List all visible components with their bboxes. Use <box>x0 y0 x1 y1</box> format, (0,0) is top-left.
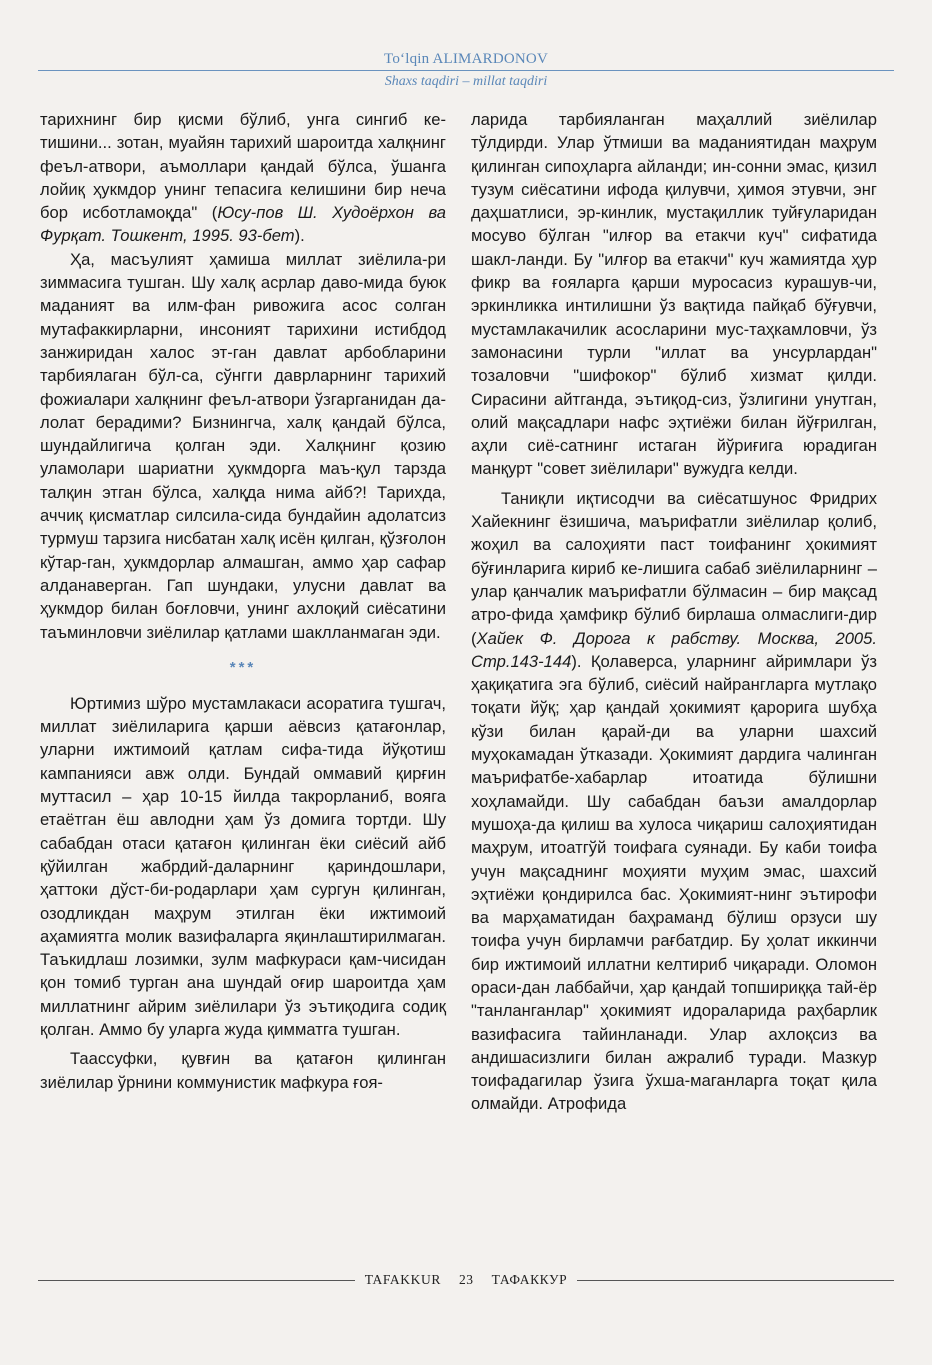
right-text-column <box>471 108 877 1116</box>
citation: Юсу-пов Ш. Худоёрхон ва Фурқат. Тошкент, 1995. 93-бет <box>40 203 446 246</box>
left-text-column <box>40 108 446 1094</box>
paragraph-text: тарихнинг бир қисми бўлиб, унга сингиб ке-тишини... зотан, муайян тарихий шароитда халқнинг феъл-атвори, аъмоллари қандай бўлса, ўшанга лойиқ ҳукмдор унинг тепасига келишини бир неча бор исботламоқда" ( <box>40 110 446 223</box>
paragraph-text: Таниқли иқтисодчи ва сиёсатшунос Фридрих Хайекнинг ёзишича, маърифатли зиёлилар қолиб, жоҳил ва салоҳияти паст тоифанинг ҳокимият бўғинларига кириб ке-лишига сабаб зиёлиларнинг – улар қанчалик маърифатли бўлмасин – бир мақсад атро-фида ҳамфикр бўлиб бирлаша олмаслиги-дир ( <box>471 488 877 648</box>
journal-name-latin: TAFAKKUR <box>364 1272 441 1287</box>
paragraph-text: ). <box>294 226 305 246</box>
footer-rule-right <box>577 1280 894 1281</box>
citation: Хайек Ф. Дорога к рабству. Москва, 2005. Стр.143-144 <box>471 628 877 671</box>
footer-rule-left <box>38 1280 355 1281</box>
paragraph-text: ). Қолаверса, уларнинг айримлари ўз ҳақиқатига эга бўлиб, сиёсий найрангларга мутлақо тоқати йўқ; ҳар қандай ҳокимият қарорига шубҳа кўзи билан қарай-ди ва уларни шахсий муҳокамадан ўтказади. Ҳокимият дардига чалинган маърифатбе-хабарлар итоатида бўлишни хоҳламайди. Шу сабабдан баъзи амалдорлар мушоҳа-да қилиш ва хулоса чиқариш салоҳиятидан маҳрум, итоатгўй тоифага суянади. Бу каби тоифа учун мақсаднинг моҳияти муҳим эмас, шахсий эҳтиёжи қондирилса бас. Ҳокимият-нинг эътирофи ва марҳаматидан баҳраманд бўлиш орзуси шу тоифа учун бирламчи рағбатдир. Бу ҳолат иккинчи бир ижтимоий иллатни келтириб чиқаради. Оломон ораси-дан лаббайчи, ҳар қандай топшириққа тай-ёр "танланганлар" ҳокимият идораларида раҳбарлик вазифасига тайинланади. Улар ахлоқсиз ва андишасизлиги билан ажралиб туради. Мазкур тоифадагилар ўзига ўхша-маганларга тоқат қила олмайди. Атрофида <box>471 651 877 1114</box>
page-number: 23 <box>458 1272 474 1287</box>
running-header <box>38 50 894 90</box>
page-footer <box>38 1270 894 1290</box>
article-subtitle: Shaxs taqdiri – millat taqdiri <box>384 74 548 89</box>
paragraph: Ҳа, масъулият ҳамиша миллат зиёлила-ри зиммасига тушган. Шу халқ асрлар даво-мида буюк маданият ва илм-фан ривожига асос солган мутафаккирларни, инсоният тарихини истибдод занжиридан халос эт-ган давлат арбобларини тарбиялаган бўл-са, сўнгги даврларнинг тарихий фожиалари халқнинг феъл-атвори ўзгарганидан да-лолат берадими? Бизнингча, халқ қандай бўлса, шундайлигича қолган эди. Халқнинг қозию уламолари шариатни ҳукмдорга маъ-қул тарзда талқин этган бўлса, халқда нима айб?! Тарихда, аччиқ қисматлар силсила-сида бундайин адолатсиз турмуш тарзига нисбатан халқ исён қилган, қўзғолон кўтар-ган, ҳукмдорлар алмашган, аммо ҳар сафар алданаверган. Гап шундаки, улусни давлат ва ҳукмдор билан боғловчи, унинг ахлоқий сиёсатини таъминловчи зиёлилар қатлами шаклланмаган эди. <box>40 249 446 642</box>
paragraph: Юртимиз шўро мустамлакаси асоратига тушгач, миллат зиёлиларига қарши аёвсиз қатағонлар, уларни ижтимоий қатлам сифа-тида йўқотиш кампанияси авж олди. Бундай оммавий қирғин муттасил – ҳар 10-15 йилда такрорланиб, вояга етаётган ёш авлодни ҳам ўз домига тортди. Шу сабабдан отаси қатағон қилинган ёки сиёсий айб қўйилган жабрдий-даларнинг қариндошлари, ҳаттоки дўст-би-родарлари ҳам сургун қилинган, озодликдан маҳрум этилган ёки ижтимоий аҳамиятга молик вазифаларга яқинлаштирилмаган. Таъкидлаш лозимки, зулм мафкураси қам-чисидан қон томиб турган ана шундай оғир шароитда ҳам миллатнинг айрим зиёлилари ўз эътиқодига содиқ қолган. Аммо бу уларга жуда қимматга тушган. <box>40 693 446 1039</box>
author-name: To‘lqin ALIMARDONOV <box>384 51 548 67</box>
header-divider <box>38 70 894 71</box>
section-separator: *** <box>229 658 257 676</box>
journal-name-cyrillic: ТАФАККУР <box>491 1272 568 1287</box>
paragraph <box>471 487 877 1116</box>
paragraph: Таассуфки, қувғин ва қатағон қилинган зиёлилар ўрнини коммунистик мафкура ғоя- <box>40 1049 446 1092</box>
paragraph <box>40 108 446 248</box>
paragraph: ларида тарбияланган маҳаллий зиёлилар тўлдирди. Улар ўтмиши ва маданиятидан маҳрум қилинган сипоҳларга айланди; ин-сонни эмас, қизил тузум сиёсатини ифода қилувчи, ҳимоя этувчи, энг даҳшатлиси, эр-кинлик, мустақиллик туйғуларидан мосуво бўлган "илғор ва етакчи куч" сифатида шакл-ланди. Бу "илғор ва етакчи" куч жамиятда ҳур фикр ва ғояларга қарши муросасиз курашув-чи, эркинликка интилишни ўз вақтида пайқаб бўғувчи, мустамлакачилик асосларини мус-таҳкамловчи, ўз замонасини турли "иллат ва унсурлардан" тозаловчи "шифокор" бўлиб хизмат қилди. Сирасини айтганда, эътиқод-сиз, ўзлигини унутган, олий мақсадлари нафс эҳтиёжи билан йўғрилган, аҳли сиё-сатнинг истаган йўриғига юрадиган манқурт "совет зиёлилари" вужудга келди. <box>471 110 877 479</box>
